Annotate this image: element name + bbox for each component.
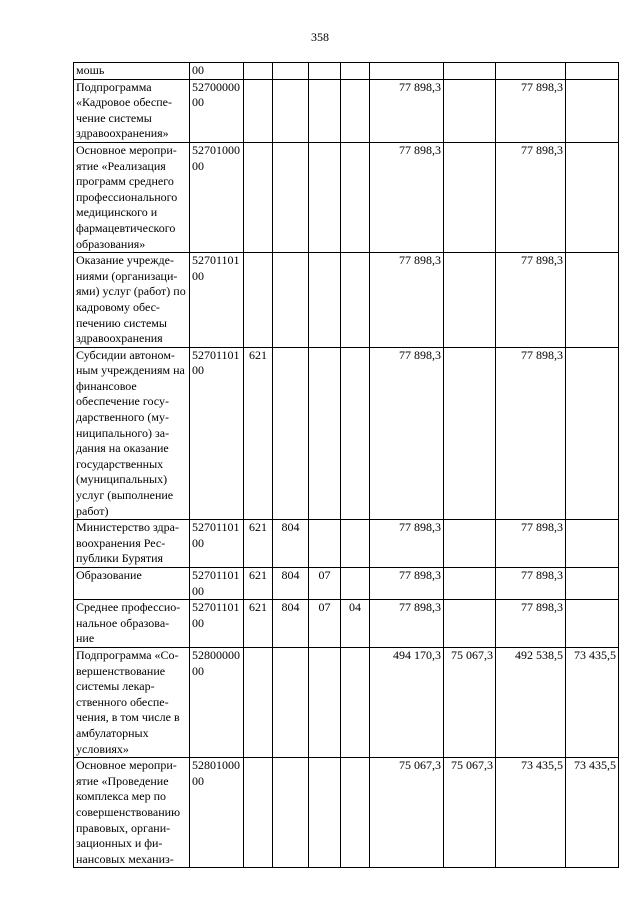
target-code-cell: 5270110100 <box>190 568 244 600</box>
amount-year2-federal-cell <box>566 347 619 520</box>
administrator-code-cell <box>273 347 309 520</box>
amount-year1-cell <box>370 63 444 80</box>
administrator-code-cell: 804 <box>273 568 309 600</box>
amount-year2-federal-cell <box>566 63 619 80</box>
row-name-cell: Среднее профессио-нальное образова-ние <box>74 600 190 648</box>
expense-type-cell: 621 <box>244 520 273 568</box>
target-code-cell: 5270110100 <box>190 600 244 648</box>
table-row <box>74 600 619 648</box>
amount-year2-federal-cell <box>566 520 619 568</box>
amount-year1-cell: 77 898,3 <box>370 600 444 648</box>
amount-year1-cell: 77 898,3 <box>370 253 444 348</box>
amount-year2-cell: 77 898,3 <box>496 347 566 520</box>
amount-year1-cell: 77 898,3 <box>370 79 444 142</box>
row-name-cell: Основное меропри-ятие «Реализация программ среднего профессионального медицинского и фармацевтического образования» <box>74 142 190 252</box>
amount-year2-federal-cell: 73 435,5 <box>566 758 619 868</box>
target-code-cell: 5270110100 <box>190 253 244 348</box>
amount-year2-cell: 492 538,5 <box>496 647 566 757</box>
subsection-code-cell <box>341 63 370 80</box>
table-row <box>74 79 619 142</box>
section-code-cell <box>309 520 341 568</box>
target-code-cell: 5270110100 <box>190 347 244 520</box>
section-code-cell <box>309 63 341 80</box>
subsection-code-cell <box>341 568 370 600</box>
subsection-code-cell: 04 <box>341 600 370 648</box>
amount-year2-cell: 73 435,5 <box>496 758 566 868</box>
section-code-cell <box>309 142 341 252</box>
table-row <box>74 647 619 757</box>
amount-year1-federal-cell <box>444 520 496 568</box>
section-code-cell: 07 <box>309 568 341 600</box>
amount-year1-cell: 494 170,3 <box>370 647 444 757</box>
amount-year1-federal-cell <box>444 63 496 80</box>
table-row <box>74 347 619 520</box>
row-name-cell: Оказание учрежде-ниями (организаци-ями) услуг (работ) по кадровому обес-печению системы здравоохранения <box>74 253 190 348</box>
target-code-cell: 5270100000 <box>190 142 244 252</box>
amount-year1-cell: 75 067,3 <box>370 758 444 868</box>
row-name-cell: Подпрограмма «Со-вершенствование системы лекар-ственного обеспе-чения, в том числе в амбулаторных условиях» <box>74 647 190 757</box>
expense-type-cell <box>244 142 273 252</box>
administrator-code-cell <box>273 758 309 868</box>
amount-year2-cell: 77 898,3 <box>496 520 566 568</box>
row-name-cell: Подпрограмма «Кадровое обеспе-чение системы здравоохранения» <box>74 79 190 142</box>
amount-year2-cell: 77 898,3 <box>496 600 566 648</box>
administrator-code-cell <box>273 63 309 80</box>
amount-year2-cell: 77 898,3 <box>496 253 566 348</box>
amount-year1-cell: 77 898,3 <box>370 520 444 568</box>
amount-year2-federal-cell <box>566 568 619 600</box>
administrator-code-cell <box>273 142 309 252</box>
amount-year2-federal-cell <box>566 79 619 142</box>
administrator-code-cell <box>273 253 309 348</box>
row-name-cell: Образование <box>74 568 190 600</box>
administrator-code-cell: 804 <box>273 520 309 568</box>
amount-year1-federal-cell <box>444 142 496 252</box>
row-name-cell: Министерство здра-воохранения Рес-публики Бурятия <box>74 520 190 568</box>
table-row <box>74 253 619 348</box>
expense-type-cell: 621 <box>244 568 273 600</box>
subsection-code-cell <box>341 347 370 520</box>
amount-year1-cell: 77 898,3 <box>370 142 444 252</box>
expense-type-cell <box>244 253 273 348</box>
amount-year1-federal-cell <box>444 600 496 648</box>
target-code-cell: 5280100000 <box>190 758 244 868</box>
section-code-cell <box>309 758 341 868</box>
subsection-code-cell <box>341 142 370 252</box>
expense-type-cell <box>244 79 273 142</box>
row-name-cell: Основное меропри-ятие «Проведение комплекса мер по совершенствованию правовых, органи-зационных и фи-нансовых механиз- <box>74 758 190 868</box>
amount-year2-federal-cell <box>566 600 619 648</box>
row-name-cell: мошь <box>74 63 190 80</box>
amount-year2-cell: 77 898,3 <box>496 568 566 600</box>
target-code-cell: 5270000000 <box>190 79 244 142</box>
target-code-cell: 5280000000 <box>190 647 244 757</box>
row-name-cell: Субсидии автоном-ным учреждениям на финансовое обеспечение госу-дарственного (му-ниципального) за-дания на оказание государственных (муниципальных) услуг (выполнение работ) <box>74 347 190 520</box>
subsection-code-cell <box>341 79 370 142</box>
expense-type-cell <box>244 758 273 868</box>
amount-year1-federal-cell <box>444 253 496 348</box>
amount-year1-federal-cell <box>444 347 496 520</box>
expense-type-cell: 621 <box>244 347 273 520</box>
table-row <box>74 758 619 868</box>
subsection-code-cell <box>341 253 370 348</box>
amount-year1-federal-cell <box>444 568 496 600</box>
amount-year1-federal-cell: 75 067,3 <box>444 647 496 757</box>
amount-year1-cell: 77 898,3 <box>370 347 444 520</box>
amount-year1-federal-cell: 75 067,3 <box>444 758 496 868</box>
budget-table <box>73 62 619 868</box>
amount-year1-cell: 77 898,3 <box>370 568 444 600</box>
amount-year1-federal-cell <box>444 79 496 142</box>
amount-year2-federal-cell <box>566 142 619 252</box>
subsection-code-cell <box>341 520 370 568</box>
subsection-code-cell <box>341 758 370 868</box>
expense-type-cell <box>244 63 273 80</box>
administrator-code-cell <box>273 647 309 757</box>
subsection-code-cell <box>341 647 370 757</box>
table-row <box>74 520 619 568</box>
section-code-cell <box>309 647 341 757</box>
target-code-cell: 00 <box>190 63 244 80</box>
administrator-code-cell: 804 <box>273 600 309 648</box>
expense-type-cell <box>244 647 273 757</box>
section-code-cell <box>309 253 341 348</box>
table-row <box>74 63 619 80</box>
page-number: 358 <box>311 30 329 44</box>
target-code-cell: 5270110100 <box>190 520 244 568</box>
amount-year2-cell: 77 898,3 <box>496 79 566 142</box>
section-code-cell: 07 <box>309 600 341 648</box>
amount-year2-cell: 77 898,3 <box>496 142 566 252</box>
expense-type-cell: 621 <box>244 600 273 648</box>
table-row <box>74 142 619 252</box>
amount-year2-federal-cell: 73 435,5 <box>566 647 619 757</box>
table-row <box>74 568 619 600</box>
amount-year2-cell <box>496 63 566 80</box>
section-code-cell <box>309 347 341 520</box>
section-code-cell <box>309 79 341 142</box>
amount-year2-federal-cell <box>566 253 619 348</box>
administrator-code-cell <box>273 79 309 142</box>
